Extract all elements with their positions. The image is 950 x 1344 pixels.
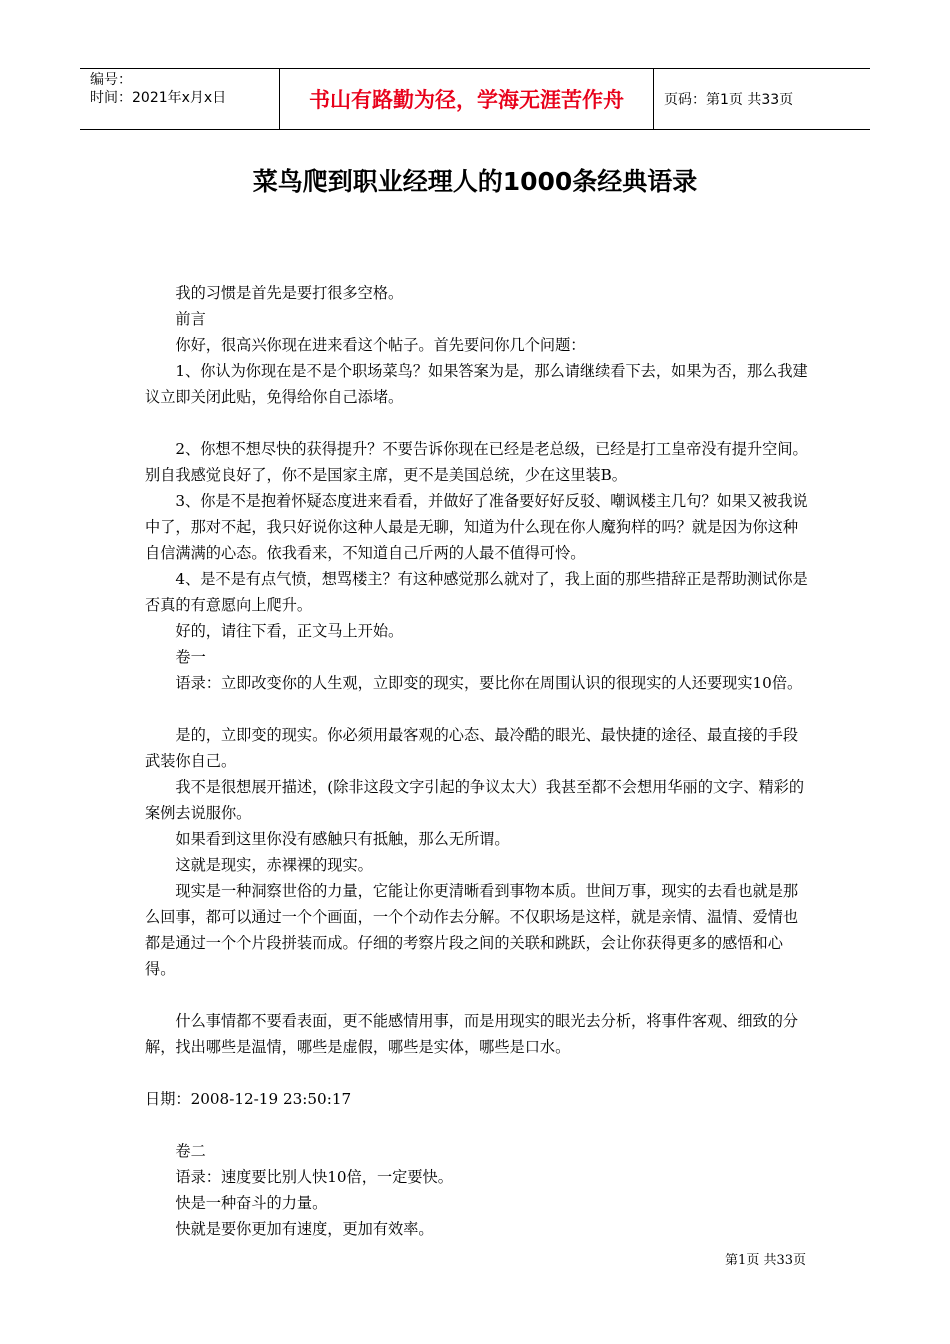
document-title: 菜鸟爬到职业经理人的1000条经典语录 [252, 167, 698, 196]
paragraph: 2、你想不想尽快的获得提升？不要告诉你现在已经是老总级，已经是打工皇帝没有提升空间。别自我感觉良好了，你不是国家主席，更不是美国总统，少在这里装B。 [145, 440, 808, 484]
paragraph: 语录：速度要比别人快10倍，一定要快。 [175, 1168, 453, 1186]
paragraph: 1、你认为你现在是不是个职场菜鸟？如果答案为是，那么请继续看下去，如果为否，那么我建议立即关闭此贴，免得给你自己添堵。 [145, 362, 808, 406]
paragraph: 卷一 [175, 648, 206, 666]
paragraph: 是的，立即变的现实。你必须用最客观的心态、最冷酷的眼光、最快捷的途径、最直接的手段武装你自己。 [145, 726, 799, 770]
paragraph: 前言 [175, 310, 206, 328]
paragraph: 这就是现实，赤裸裸的现实。 [175, 856, 373, 874]
page-footer: 第1页 共33页 [725, 1253, 806, 1268]
header-motto: 书山有路勤为径，学海无涯苦作舟 [280, 69, 654, 129]
paragraph: 如果看到这里你没有感触只有抵触，那么无所谓。 [175, 830, 510, 848]
paragraph: 什么事情都不要看表面，更不能感情用事，而是用现实的眼光去分析，将事件客观、细致的分解，找出哪些是温情，哪些是虚假，哪些是实体，哪些是口水。 [145, 1012, 799, 1056]
document-body [145, 280, 810, 1242]
paragraph: 我不是很想展开描述，(除非这段文字引起的争议太大）我甚至都不会想用华丽的文字、精彩的案例去说服你。 [145, 778, 805, 822]
date-line: 日期：2008-12-19 23:50:17 [145, 1090, 352, 1108]
header-table [80, 68, 870, 130]
paragraph: 快是一种奋斗的力量。 [175, 1194, 328, 1212]
paragraph: 4、是不是有点气愤，想骂楼主？有这种感觉那么就对了，我上面的那些措辞正是帮助测试你是否真的有意愿向上爬升。 [145, 570, 808, 614]
paragraph: 3、你是不是抱着怀疑态度进来看看，并做好了准备要好好反驳、嘲讽楼主几句？如果又被我说中了，那对不起，我只好说你这种人最是无聊，知道为什么现在你人魔狗样的吗？就是因为你这种自信满满的心态。依我看来，不知道自己斤两的人最不值得可怜。 [145, 492, 808, 562]
time-label: 时间：2021年x月x日 [90, 90, 227, 106]
header-page-info: 页码：第1页 共33页 [664, 92, 794, 108]
paragraph: 你好，很高兴你现在进来看这个帖子。首先要问你几个问题： [175, 336, 586, 354]
paragraph: 我的习惯是首先是要打很多空格。 [175, 284, 404, 302]
paragraph: 语录：立即改变你的人生观，立即变的现实，要比你在周围认识的很现实的人还要现实10倍。 [175, 674, 803, 692]
paragraph: 好的，请往下看，正文马上开始。 [175, 622, 404, 640]
paragraph: 卷二 [175, 1142, 206, 1160]
serial-label: 编号： [90, 72, 132, 88]
header-meta [80, 69, 280, 129]
paragraph: 快就是要你更加有速度，更加有效率。 [175, 1220, 434, 1238]
paragraph: 现实是一种洞察世俗的力量，它能让你更清晰看到事物本质。世间万事，现实的去看也就是那么回事，都可以通过一个个画面，一个个动作去分解。不仅职场是这样，就是亲情、温情、爱情也都是通过一个个片段拼装而成。仔细的考察片段之间的关联和跳跃，会让你获得更多的感悟和心得。 [145, 882, 799, 978]
